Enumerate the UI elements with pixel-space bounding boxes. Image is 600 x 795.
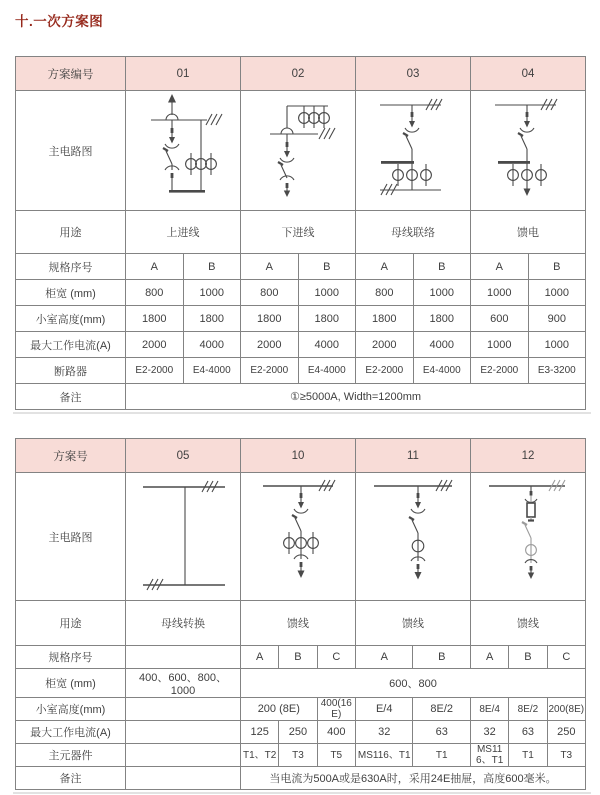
table1-note-row: [16, 384, 586, 410]
row-label-room-height: 小室高度(mm): [16, 306, 126, 332]
row-label-max-current: 最大工作电流(A): [16, 721, 126, 744]
spec-value: A: [241, 646, 279, 669]
room-height-value: 8E/4: [471, 698, 509, 721]
room-height-value: 900: [528, 306, 586, 332]
spec-value: B: [528, 254, 586, 280]
spec-value: C: [547, 646, 585, 669]
spec-value: A: [241, 254, 299, 280]
spec-empty-cell: [126, 646, 241, 669]
row-label-spec: 规格序号: [16, 254, 126, 280]
max-current-empty-cell: [126, 721, 241, 744]
circuit-diagram-05: [126, 473, 241, 601]
table2-max-current-row: [16, 721, 586, 744]
spec-value: A: [355, 646, 413, 669]
table2-note-row: [16, 767, 586, 790]
circuit-diagram-11: [355, 473, 470, 601]
breaker-value: E3-3200: [528, 358, 586, 384]
usage-value: 馈线: [241, 601, 356, 646]
table1-shadow-line: [13, 412, 591, 414]
circuit-diagram-04: [471, 91, 586, 211]
row-label-spec: 规格序号: [16, 646, 126, 669]
table1-room-height-row: [16, 306, 586, 332]
row-label-cab-width: 柜宽 (mm): [16, 669, 126, 698]
circuit-diagram-01: [126, 91, 241, 211]
row-label-max-current: 最大工作电流(A): [16, 332, 126, 358]
max-current-value: 32: [355, 721, 413, 744]
cab-width-value: 800: [126, 280, 184, 306]
room-height-empty-cell: [126, 698, 241, 721]
components-value: T1、T2: [241, 744, 279, 767]
cab-width-value: 800: [241, 280, 299, 306]
usage-value: 母线转换: [126, 601, 241, 646]
table1-spec-row: [16, 254, 586, 280]
max-current-value: 250: [547, 721, 585, 744]
room-height-value: 1800: [183, 306, 241, 332]
max-current-value: 1000: [528, 332, 586, 358]
room-height-value: E/4: [355, 698, 413, 721]
table2-spec-row: [16, 646, 586, 669]
breaker-value: E4-4000: [183, 358, 241, 384]
cab-width-value: 1000: [183, 280, 241, 306]
cab-width-value: 1000: [298, 280, 356, 306]
table1-header-row: [16, 57, 586, 91]
table2-header-row: [16, 439, 586, 473]
components-empty-cell: [126, 744, 241, 767]
max-current-value: 2000: [126, 332, 184, 358]
table2-room-height-row: [16, 698, 586, 721]
breaker-value: E2-2000: [356, 358, 414, 384]
components-value: T3: [547, 744, 585, 767]
breaker-value: E2-2000: [471, 358, 529, 384]
max-current-value: 400: [317, 721, 355, 744]
cab-width-value-rest: 600、800: [241, 669, 586, 698]
breaker-value: E2-2000: [241, 358, 299, 384]
spec-value: A: [356, 254, 414, 280]
usage-value: 下进线: [241, 211, 356, 254]
row-label-components: 主元器件: [16, 744, 126, 767]
spec-value: A: [471, 254, 529, 280]
spec-value: A: [126, 254, 184, 280]
table1-max-current-row: [16, 332, 586, 358]
table1-breaker-row: [16, 358, 586, 384]
usage-value: 馈线: [471, 601, 586, 646]
components-value: T3: [279, 744, 317, 767]
spec-value: B: [298, 254, 356, 280]
room-height-value: 1800: [356, 306, 414, 332]
table2-shadow-line: [13, 792, 591, 794]
cab-width-value: 1000: [528, 280, 586, 306]
usage-value: 母线联络: [356, 211, 471, 254]
scheme-number-01: 01: [126, 57, 241, 91]
max-current-value: 63: [413, 721, 471, 744]
spec-value: C: [317, 646, 355, 669]
circuit-diagram-03: [356, 91, 471, 211]
components-value: MS116、T1: [471, 744, 509, 767]
table1-corner-header: 方案编号: [16, 57, 126, 91]
breaker-value: E4-4000: [298, 358, 356, 384]
scheme-number-10: 10: [241, 439, 356, 473]
max-current-value: 125: [241, 721, 279, 744]
breaker-value: E2-2000: [126, 358, 184, 384]
note-value: ①≥5000A, Width=1200mm: [126, 384, 586, 410]
row-label-main-circuit: 主电路图: [16, 91, 126, 211]
scheme-number-03: 03: [356, 57, 471, 91]
max-current-value: 2000: [356, 332, 414, 358]
table1-diagram-row: [16, 91, 586, 211]
max-current-value: 2000: [241, 332, 299, 358]
cab-width-value: 1000: [413, 280, 471, 306]
max-current-value: 32: [471, 721, 509, 744]
components-value: MS116、T1: [355, 744, 413, 767]
table1-usage-row: [16, 211, 586, 254]
max-current-value: 250: [279, 721, 317, 744]
table2-usage-row: [16, 601, 586, 646]
room-height-value: 200 (8E): [241, 698, 318, 721]
scheme-number-12: 12: [471, 439, 586, 473]
row-label-note: 备注: [16, 384, 126, 410]
scheme-number-04: 04: [471, 57, 586, 91]
cab-width-value: 1000: [471, 280, 529, 306]
table2-components-row: [16, 744, 586, 767]
table2-diagram-row: [16, 473, 586, 601]
table2-cab-width-row: [16, 669, 586, 698]
max-current-value: 1000: [471, 332, 529, 358]
row-label-main-circuit: 主电路图: [16, 473, 126, 601]
max-current-value: 4000: [183, 332, 241, 358]
page-title: 十.一次方案图: [15, 14, 104, 29]
note-value: 当电流为500A或是630A时，采用24E抽屉，高度600毫米。: [241, 767, 586, 790]
room-height-value: 8E/2: [413, 698, 471, 721]
spec-value: B: [279, 646, 317, 669]
room-height-value: 1800: [413, 306, 471, 332]
circuit-diagram-10: [241, 473, 356, 601]
table1-cab-width-row: [16, 280, 586, 306]
scheme-table-1: [15, 56, 586, 410]
scheme-number-11: 11: [355, 439, 470, 473]
row-label-usage: 用途: [16, 211, 126, 254]
scheme-number-05: 05: [126, 439, 241, 473]
room-height-value: 600: [471, 306, 529, 332]
spec-value: B: [509, 646, 547, 669]
room-height-value: 1800: [241, 306, 299, 332]
spec-value: B: [413, 646, 471, 669]
usage-value: 上进线: [126, 211, 241, 254]
room-height-value: 200(8E): [547, 698, 585, 721]
table2-corner-header: 方案号: [16, 439, 126, 473]
scheme-number-02: 02: [241, 57, 356, 91]
spec-value: B: [413, 254, 471, 280]
spec-value: A: [471, 646, 509, 669]
cab-width-value: 800: [356, 280, 414, 306]
room-height-value: 8E/2: [509, 698, 547, 721]
max-current-value: 4000: [413, 332, 471, 358]
max-current-value: 63: [509, 721, 547, 744]
room-height-value: 1800: [126, 306, 184, 332]
room-height-value: 1800: [298, 306, 356, 332]
spec-value: B: [183, 254, 241, 280]
components-value: T1: [413, 744, 471, 767]
circuit-diagram-02: [241, 91, 356, 211]
note-empty-cell: [126, 767, 241, 790]
usage-value: 馈电: [471, 211, 586, 254]
room-height-value: 400(16E): [317, 698, 355, 721]
row-label-room-height: 小室高度(mm): [16, 698, 126, 721]
row-label-cab-width: 柜宽 (mm): [16, 280, 126, 306]
cab-width-value-05: 400、600、800、1000: [126, 669, 241, 698]
usage-value: 馈线: [355, 601, 470, 646]
components-value: T1: [509, 744, 547, 767]
row-label-usage: 用途: [16, 601, 126, 646]
circuit-diagram-12: [471, 473, 586, 601]
breaker-value: E4-4000: [413, 358, 471, 384]
scheme-table-2: [15, 438, 586, 790]
row-label-note: 备注: [16, 767, 126, 790]
max-current-value: 4000: [298, 332, 356, 358]
components-value: T5: [317, 744, 355, 767]
row-label-breaker: 断路器: [16, 358, 126, 384]
